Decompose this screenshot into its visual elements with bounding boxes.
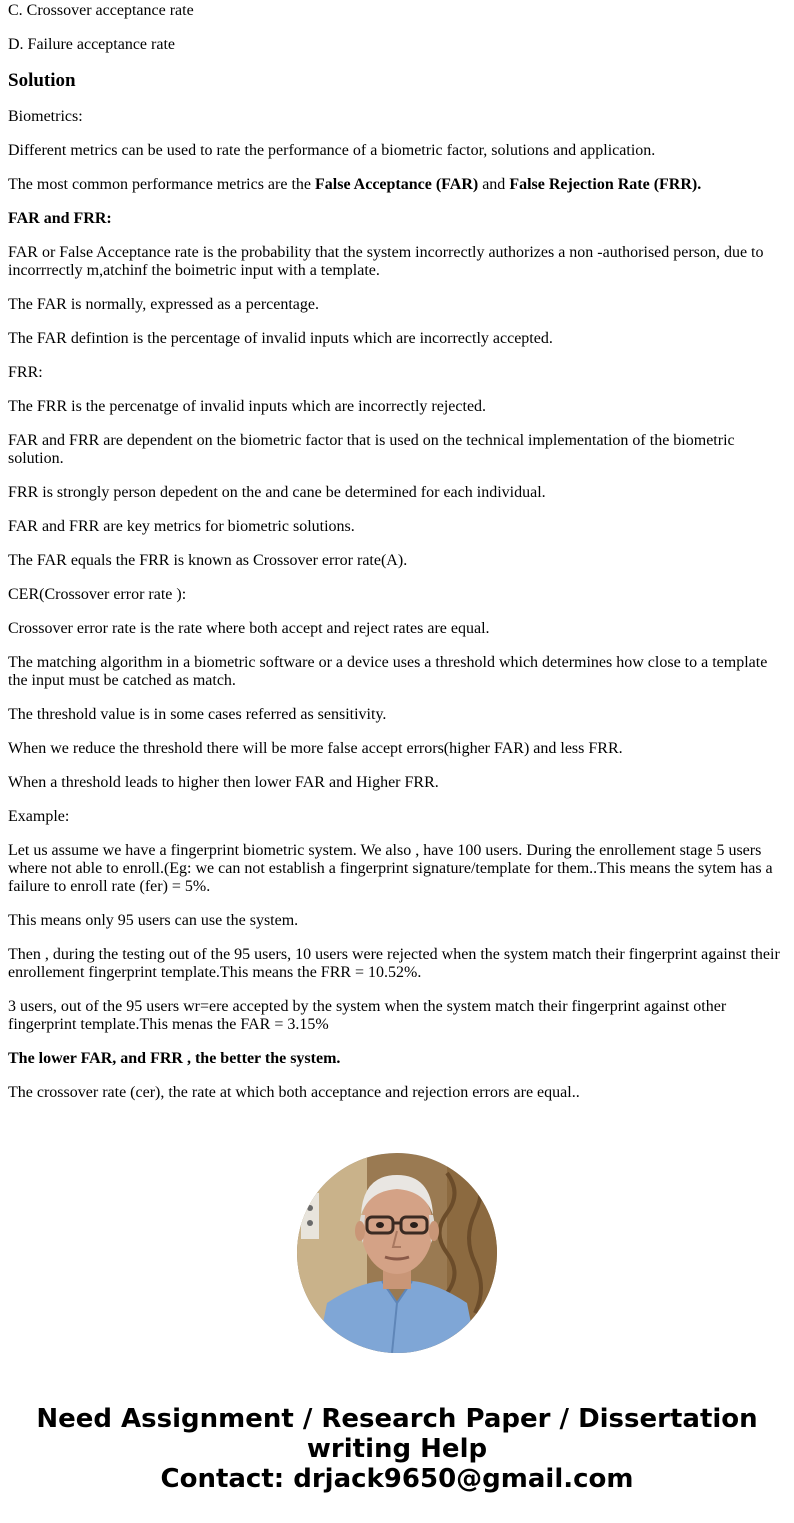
frr-term: False Rejection Rate (FRR). — [509, 176, 702, 193]
contact-banner — [0, 1404, 794, 1494]
cta-line-2: writing Help — [306, 1434, 488, 1464]
paragraph-frr-definition: The FRR is the percenatge of invalid inputs which are incorrectly rejected. — [8, 398, 487, 415]
paragraph-accepted: 3 users, out of the 95 users wr=ere accepted by the system when the system match their fingerprint against other fingerprint template.This menas the FAR = 3.15% — [8, 998, 727, 1033]
paragraph-testing: Then , during the testing out of the 95 users, 10 users were rejected when the system match their fingerprint against their enrollement fingerprint template.This means the FRR = 10.52%. — [8, 946, 780, 981]
paragraph-higher-threshold: When a threshold leads to higher then lower FAR and Higher FRR. — [8, 774, 439, 791]
paragraph-metrics: Different metrics can be used to rate the performance of a biometric factor, solutions and application. — [8, 142, 656, 159]
paragraph-example-label: Example: — [8, 808, 70, 825]
paragraph-frr-label: FRR: — [8, 364, 43, 381]
avatar — [297, 1153, 497, 1353]
paragraph-lower-better — [8, 1050, 786, 1068]
solution-heading: Solution — [8, 70, 76, 91]
option-d: D. Failure acceptance rate — [8, 36, 176, 53]
cta-contact-email: Contact: drjack9650@gmail.com — [160, 1464, 634, 1494]
paragraph-example-assume: Let us assume we have a fingerprint biometric system. We also , have 100 users. During the enrollement stage 5 users where not able to enroll.(Eg: we can not establish a fingerprint signature/template for them..This means the sytem has a failure to enroll rate (fer) = 5%. — [8, 842, 773, 895]
common-prefix: The most common performance metrics are the — [8, 176, 315, 193]
paragraph-far-percentage: The FAR is normally, expressed as a percentage. — [8, 296, 320, 313]
paragraph-cer-definition: Crossover error rate is the rate where both accept and reject rates are equal. — [8, 620, 490, 637]
far-term: False Acceptance (FAR) — [315, 176, 479, 193]
paragraph-only-95: This means only 95 users can use the system. — [8, 912, 299, 929]
paragraph-reduce-threshold: When we reduce the threshold there will be more false accept errors(higher FAR) and less FRR. — [8, 740, 623, 757]
paragraph-cer-label: CER(Crossover error rate ): — [8, 586, 187, 603]
paragraph-far-defintion: The FAR defintion is the percentage of invalid inputs which are incorrectly accepted. — [8, 330, 553, 347]
paragraph-sensitivity: The threshold value is in some cases referred as sensitivity. — [8, 706, 387, 723]
far-frr-heading — [8, 210, 786, 228]
paragraph-far-equals-frr: The FAR equals the FRR is known as Crossover error rate(A). — [8, 552, 408, 569]
option-c: C. Crossover acceptance rate — [8, 2, 194, 19]
paragraph-dependent: FAR and FRR are dependent on the biometric factor that is used on the technical implementation of the biometric solution. — [8, 432, 735, 467]
paragraph-key-metrics: FAR and FRR are key metrics for biometric solutions. — [8, 518, 355, 535]
avatar-portrait — [297, 1153, 497, 1353]
paragraph-person-dependent: FRR is strongly person depedent on the and cane be determined for each individual. — [8, 484, 546, 501]
solution-content — [8, 2, 786, 1118]
paragraph-biometrics: Biometrics: — [8, 108, 83, 125]
common-and: and — [478, 176, 510, 193]
paragraph-threshold: The matching algorithm in a biometric software or a device uses a threshold which determines how close to a template the input must be catched as match. — [8, 654, 768, 689]
paragraph-far-definition: FAR or False Acceptance rate is the probability that the system incorrectly authorizes a non -authorised person, due to incorrrectly m,atchinf the boimetric input with a template. — [8, 244, 764, 279]
paragraph-crossover-rate: The crossover rate (cer), the rate at which both acceptance and rejection errors are equal.. — [8, 1084, 580, 1101]
far-frr-heading-text: FAR and FRR: — [8, 210, 112, 227]
lower-better-text: The lower FAR, and FRR , the better the system. — [8, 1050, 341, 1067]
paragraph-common-metrics — [8, 176, 786, 194]
cta-line-1: Need Assignment / Research Paper / Dissertation — [36, 1404, 758, 1434]
